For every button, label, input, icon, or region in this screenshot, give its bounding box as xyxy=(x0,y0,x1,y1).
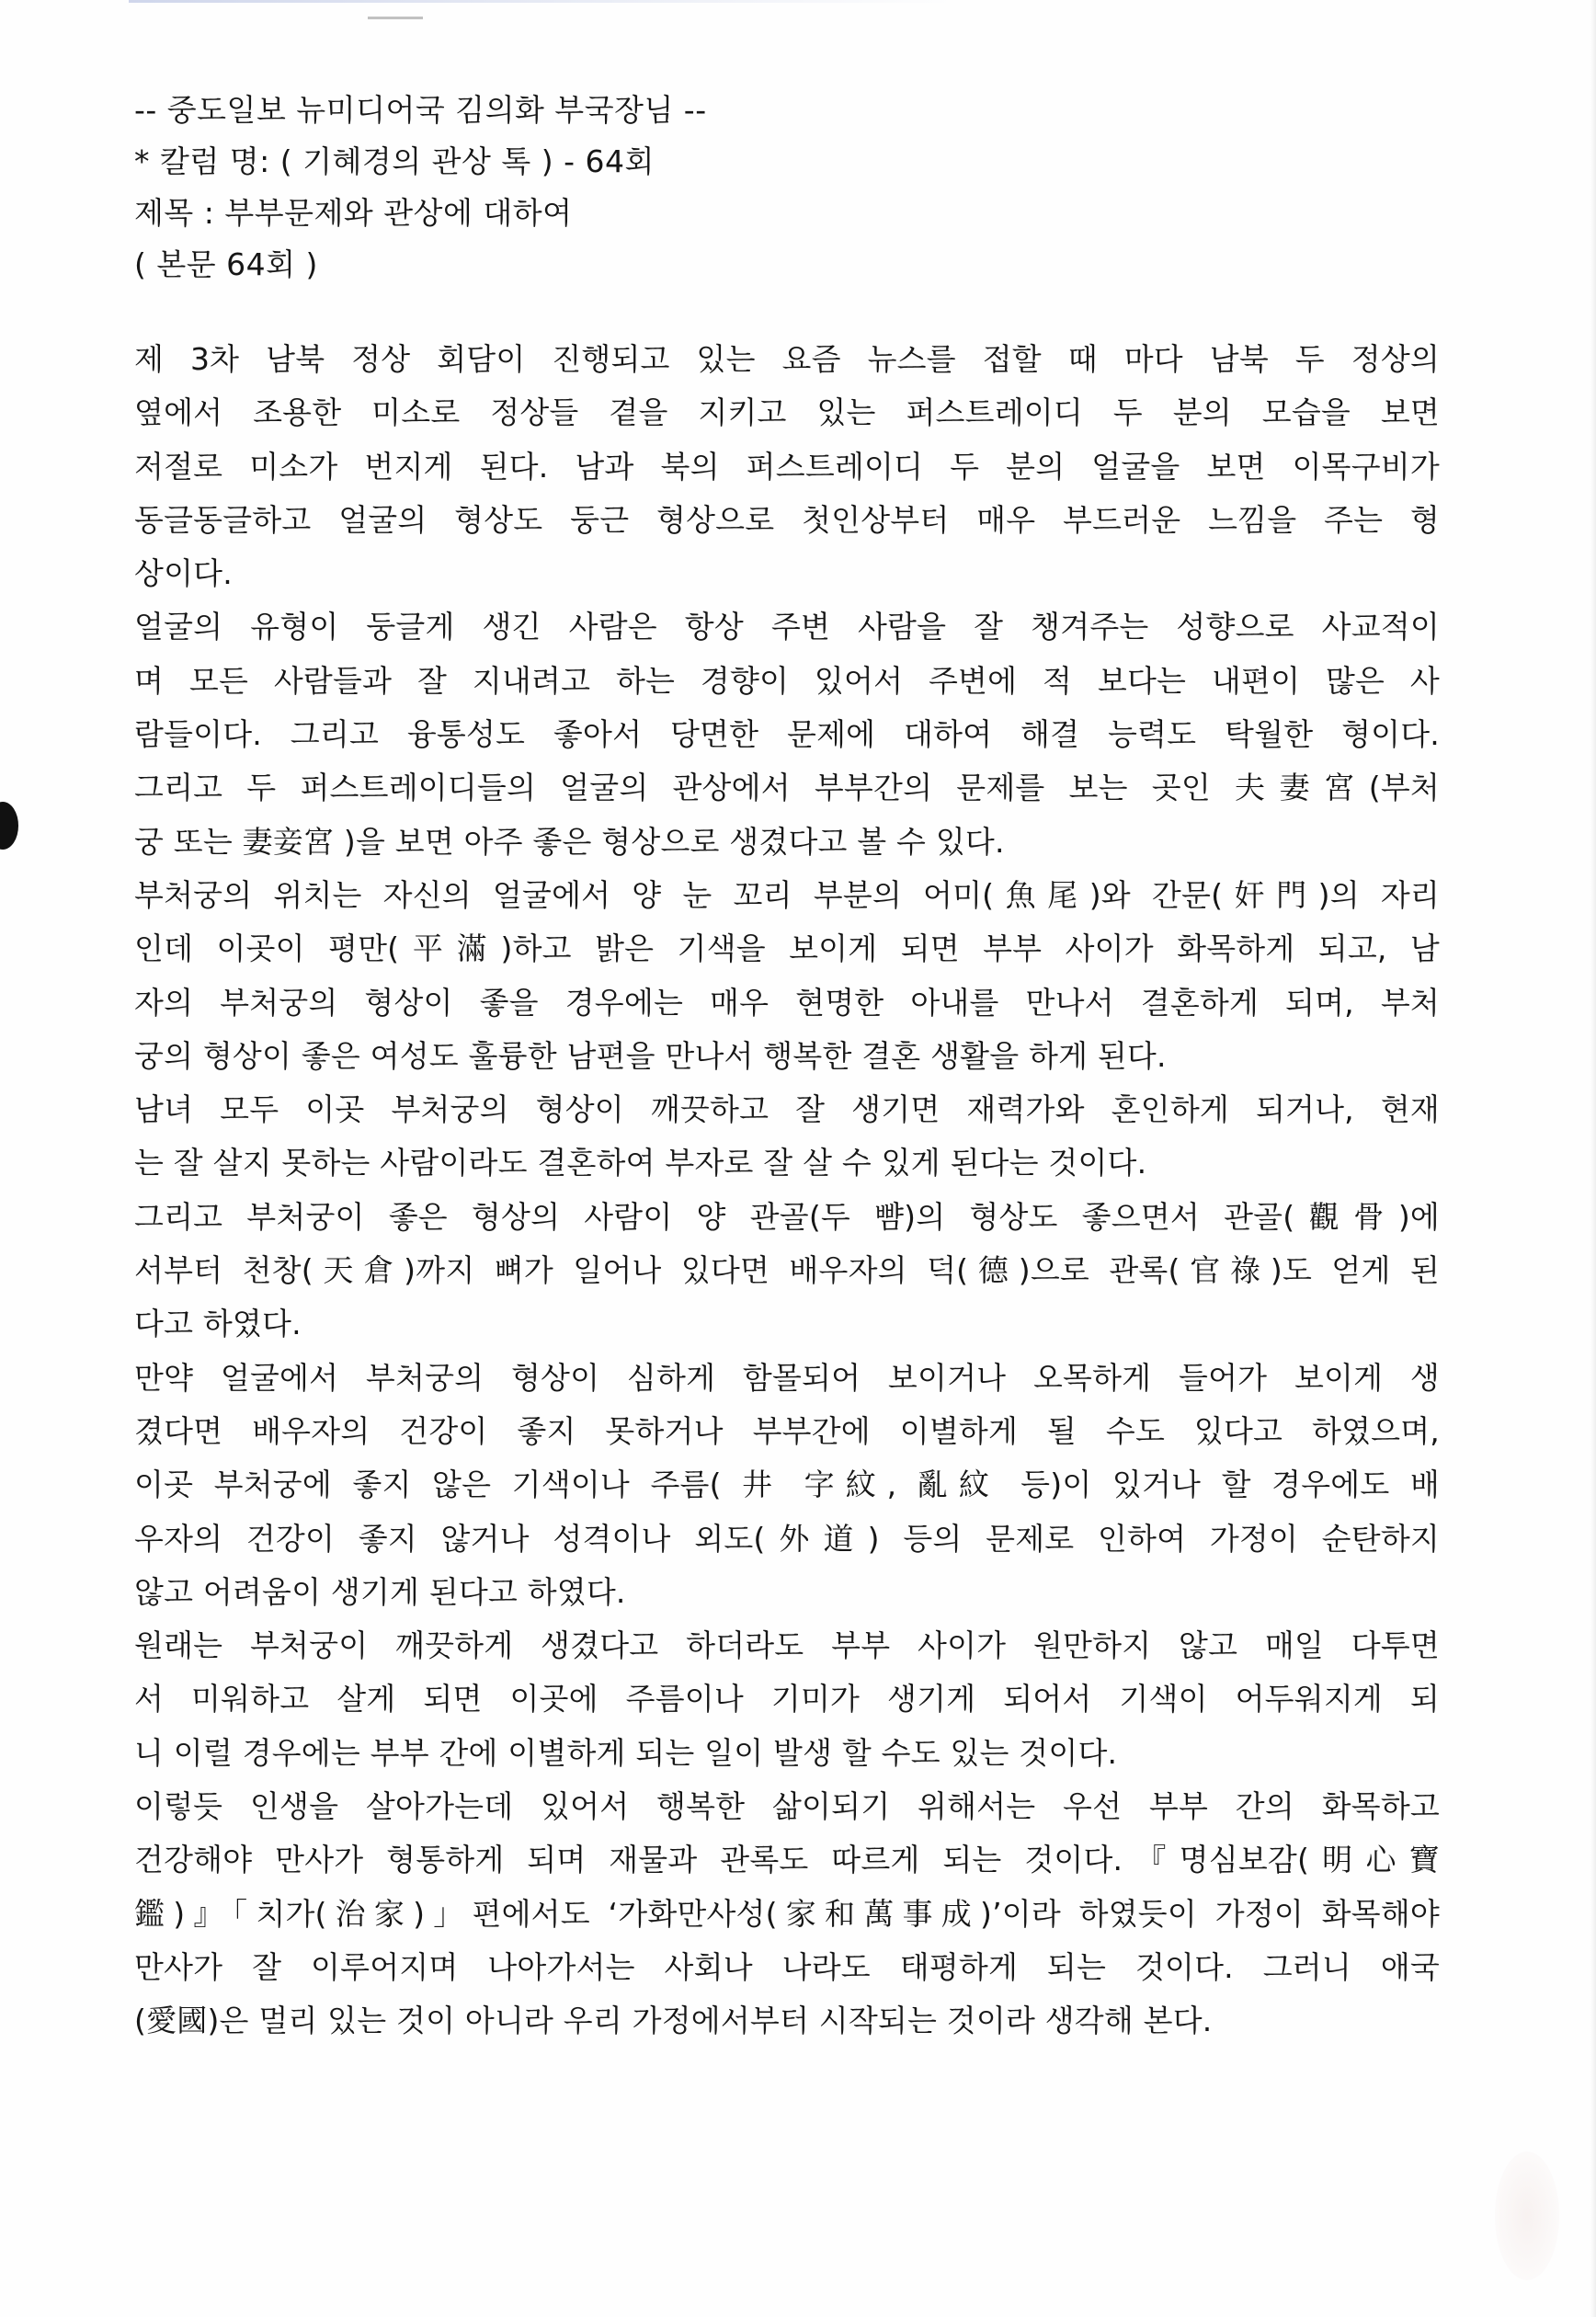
body-line: 남녀 모두 이곳 부처궁의 형상이 깨끗하고 잘 생기면 재력가와 혼인하게 되거나, 현재 xyxy=(134,1091,1440,1128)
body-line: 그리고 부처궁이 좋은 형상의 사람이 양 관골(두 뺨)의 형상도 좋으면서 관골(觀骨)에 xyxy=(134,1198,1440,1235)
body-line: 궁 또는 妻妾宮 )을 보면 아주 좋은 형상으로 생겼다고 볼 수 있다. xyxy=(134,823,1005,860)
binder-hole xyxy=(0,802,18,850)
page-edge-shadow xyxy=(1590,0,1596,2317)
body-line: 건강해야 만사가 형통하게 되며 재물과 관록도 따르게 되는 것이다.『명심보감(明心寶 xyxy=(134,1842,1440,1878)
body-line: 않고 어려움이 생기게 된다고 하였다. xyxy=(134,1573,626,1610)
author-line: -- 중도일보 뉴미디어국 김의화 부국장님 -- xyxy=(134,92,707,128)
body-line: 자의 부처궁의 형상이 좋을 경우에는 매우 현명한 아내를 만나서 결혼하게 되며, 부처 xyxy=(134,984,1440,1021)
body-line: 이렇듯 인생을 살아가는데 있어서 행복한 삶이되기 위해서는 우선 부부 간의 화목하고 xyxy=(134,1788,1440,1825)
scan-dash-mark xyxy=(368,17,423,19)
body-line: 람들이다. 그리고 융통성도 좋아서 당면한 문제에 대하여 해결 능력도 탁월한 형이다. xyxy=(134,716,1440,753)
body-line: 만사가 잘 이루어지며 나아가서는 사회나 나라도 태평하게 되는 것이다. 그러니 애국 xyxy=(134,1948,1440,1985)
body-line: 옆에서 조용한 미소로 정상들 곁을 지키고 있는 퍼스트레이디 두 분의 모습을 보면 xyxy=(134,394,1440,431)
body-line: 며 모든 사람들과 잘 지내려고 하는 경향이 있어서 주변에 적 보다는 내편이 많은 사 xyxy=(134,662,1440,699)
body-line: 얼굴의 유형이 둥글게 생긴 사람은 항상 주변 사람을 잘 챙겨주는 성향으로 사교적이 xyxy=(134,609,1440,645)
body-line: 궁의 형상이 좋은 여성도 훌륭한 남편을 만나서 행복한 결혼 생활을 하게 된다. xyxy=(134,1037,1167,1074)
body-line: 동글동글하고 얼굴의 형상도 둥근 형상으로 첫인상부터 매우 부드러운 느낌을 주는 형 xyxy=(134,501,1440,538)
body-line: 서 미워하고 살게 되면 이곳에 주름이나 기미가 생기게 되어서 기색이 어두워지게 되 xyxy=(134,1681,1440,1718)
column-name-line: * 칼럼 명: ( 기혜경의 관상 톡 ) - 64회 xyxy=(134,143,655,179)
article-body xyxy=(134,333,1440,2049)
body-line: 상이다. xyxy=(134,555,233,592)
body-line: 우자의 건강이 좋지 않거나 성격이나 외도(外道) 등의 문제로 인하여 가정이 순탄하지 xyxy=(134,1520,1440,1557)
body-line: 만약 얼굴에서 부처궁의 형상이 심하게 함몰되어 보이거나 오목하게 들어가 보이게 생 xyxy=(134,1359,1440,1396)
title-line: 제목 : 부부문제와 관상에 대하여 xyxy=(134,195,573,231)
body-line: 원래는 부처궁이 깨끗하게 생겼다고 하더라도 부부 사이가 원만하지 않고 매일 다투면 xyxy=(134,1627,1440,1664)
document-header xyxy=(134,85,1421,291)
episode-line: ( 본문 64회 ) xyxy=(134,246,318,282)
body-line: 그리고 두 퍼스트레이디들의 얼굴의 관상에서 부부간의 문제를 보는 곳인 夫妻宮(부처 xyxy=(134,770,1440,806)
body-line: 서부터 천창(天倉)까지 뼈가 일어나 있다면 배우자의 덕(德)으로 관록(官祿)도 얻게 된 xyxy=(134,1252,1440,1289)
body-line: 鑑)』「치가(治家)」편에서도 ‘가화만사성(家和萬事成)’이라 하였듯이 가정이 화목해야 xyxy=(134,1895,1440,1932)
paper-stain xyxy=(1495,2152,1559,2280)
body-line: 겼다면 배우자의 건강이 좋지 못하거나 부부간에 이별하게 될 수도 있다고 하였으며, xyxy=(134,1412,1440,1449)
body-line: 다고 하였다. xyxy=(134,1306,302,1342)
body-line: 저절로 미소가 번지게 된다. 남과 북의 퍼스트레이디 두 분의 얼굴을 보면 이목구비가 xyxy=(134,448,1440,485)
scan-edge-mark xyxy=(129,0,956,3)
body-line: (愛國)은 멀리 있는 것이 아니라 우리 가정에서부터 시작되는 것이라 생각해 본다. xyxy=(134,2003,1213,2039)
body-line: 이곳 부처궁에 좋지 않은 기색이나 주름( 井 字紋, 亂紋 등)이 있거나 할 경우에도 배 xyxy=(134,1467,1440,1503)
body-line: 는 잘 살지 못하는 사람이라도 결혼하여 부자로 잘 살 수 있게 된다는 것이다. xyxy=(134,1145,1147,1181)
body-line: 인데 이곳이 평만(平滿)하고 밝은 기색을 보이게 되면 부부 사이가 화목하게 되고, 남 xyxy=(134,930,1440,967)
body-line: 제 3차 남북 정상 회담이 진행되고 있는 요즘 뉴스를 접할 때 마다 남북 두 정상의 xyxy=(134,341,1440,377)
body-line: 니 이럴 경우에는 부부 간에 이별하게 되는 일이 발생 할 수도 있는 것이다. xyxy=(134,1734,1118,1771)
body-line: 부처궁의 위치는 자신의 얼굴에서 양 눈 꼬리 부분의 어미(魚尾)와 간문(奸門)의 자리 xyxy=(134,876,1440,913)
